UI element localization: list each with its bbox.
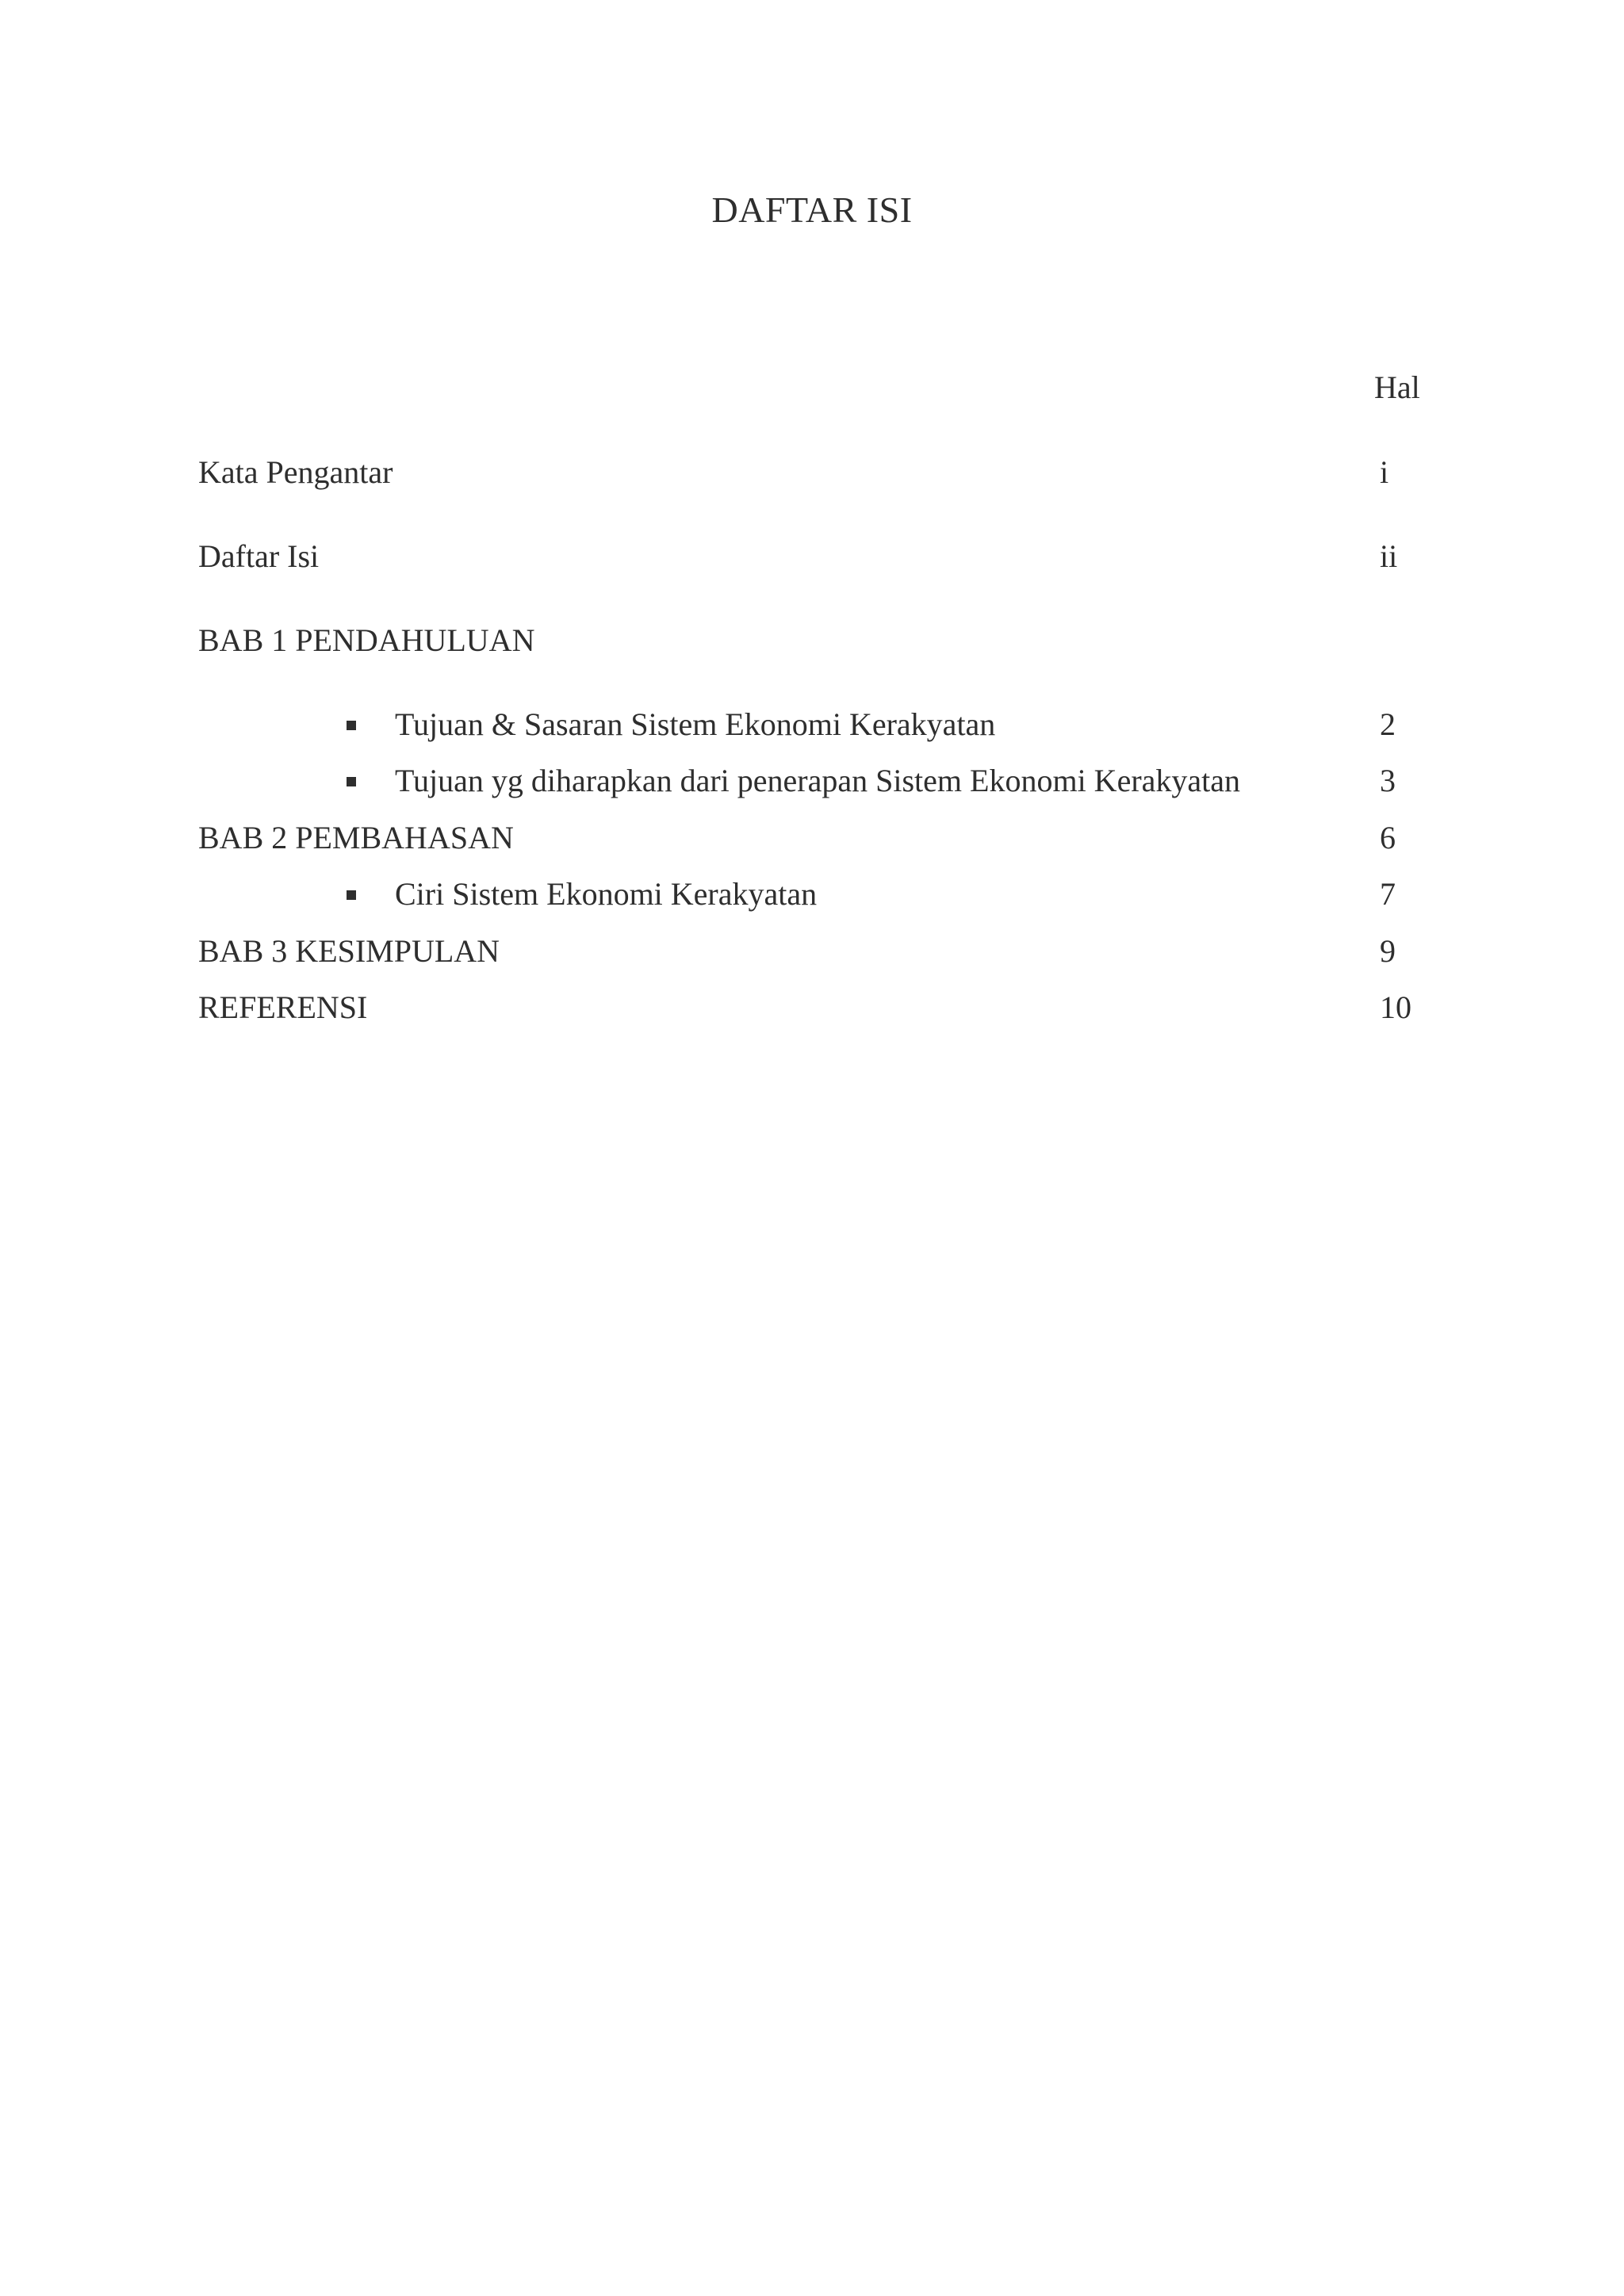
toc-subentry-tujuan-diharapkan xyxy=(0,762,1624,803)
toc-entry-kata-pengantar xyxy=(0,453,1624,495)
toc-entry-label: BAB 1 PENDAHULUAN xyxy=(198,622,535,658)
toc-entry-label: Kata Pengantar xyxy=(198,454,393,490)
square-bullet-icon xyxy=(347,890,356,900)
toc-subentry-tujuan-sasaran xyxy=(0,706,1624,747)
toc-entry-label: Tujuan & Sasaran Sistem Ekonomi Kerakyatan xyxy=(395,706,996,742)
page-column-header: Hal xyxy=(1374,369,1420,405)
toc-entry-page: 7 xyxy=(1380,876,1396,912)
page-title: DAFTAR ISI xyxy=(711,189,913,230)
toc-entry-label: BAB 2 PEMBAHASAN xyxy=(198,820,514,855)
toc-entry-page: 9 xyxy=(1380,933,1396,969)
toc-entry-label: BAB 3 KESIMPULAN xyxy=(198,933,500,969)
toc-entry-bab-3 xyxy=(0,932,1624,974)
toc-entry-daftar-isi xyxy=(0,538,1624,579)
toc-entry-label: Tujuan yg diharapkan dari penerapan Sistem Ekonomi Kerakyatan xyxy=(395,763,1241,798)
toc-entry-page: 10 xyxy=(1380,989,1411,1025)
toc-entry-bab-1 xyxy=(0,622,1624,663)
toc-entry-referensi xyxy=(0,989,1624,1030)
toc-entry-page: 3 xyxy=(1380,763,1396,798)
toc-entry-page: 2 xyxy=(1380,706,1396,742)
toc-entry-label: Ciri Sistem Ekonomi Kerakyatan xyxy=(395,876,818,912)
square-bullet-icon xyxy=(347,777,356,786)
toc-entry-label: REFERENSI xyxy=(198,989,368,1025)
toc-entry-page: ii xyxy=(1380,538,1398,574)
toc-entry-page: i xyxy=(1380,454,1389,490)
toc-subentry-ciri-sistem xyxy=(0,875,1624,916)
toc-entry-page: 6 xyxy=(1380,820,1396,855)
square-bullet-icon xyxy=(347,721,356,730)
toc-entry-label: Daftar Isi xyxy=(198,538,320,574)
toc-entry-bab-2 xyxy=(0,819,1624,860)
